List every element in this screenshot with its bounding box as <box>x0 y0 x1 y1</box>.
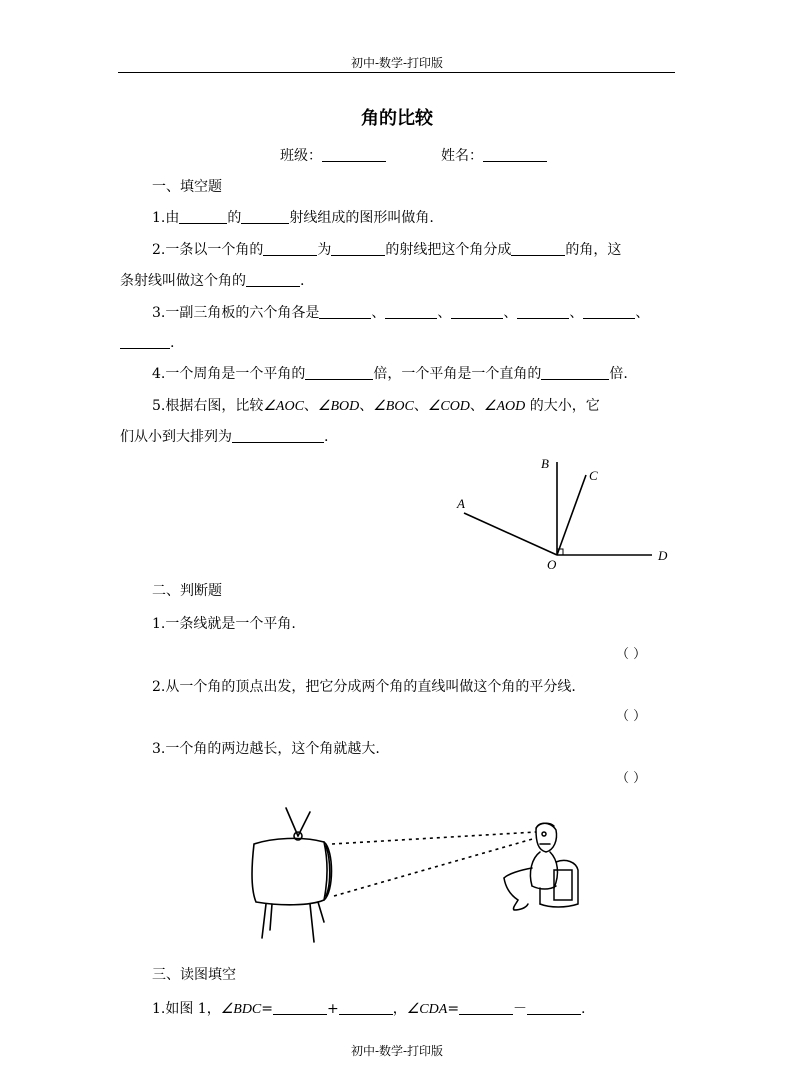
answer-blank[interactable] <box>331 241 385 256</box>
judge-item-2: 2.从一个角的顶点出发，把它分成两个角的直线叫做这个角的平分线. <box>152 679 576 695</box>
page-footer: 初中-数学-打印版 <box>350 1044 444 1058</box>
label-d: D <box>658 548 668 563</box>
question-1-1: 1.由 的 射线组成的图形叫做角. <box>152 210 434 226</box>
answer-blank[interactable] <box>459 1000 513 1015</box>
answer-blank[interactable] <box>583 304 635 319</box>
answer-blank[interactable] <box>246 272 300 287</box>
answer-blank[interactable] <box>232 428 324 443</box>
question-1-5-cont: 们从小到大排列为 . <box>120 429 329 445</box>
question-1-2: 2.一条以一个角的 为 的射线把这个角分成 的角，这 <box>152 242 622 258</box>
answer-blank[interactable] <box>263 241 317 256</box>
label-c: C <box>589 468 598 483</box>
answer-paren[interactable]: （ ） <box>616 709 647 724</box>
section1-heading: 一、填空题 <box>152 179 222 195</box>
label-a: A <box>457 496 465 511</box>
angle-figure <box>450 452 680 572</box>
question-1-5: 5.根据右图，比较∠AOC、∠BOD、∠BOC、∠COD、∠AOD 的大小，它 <box>152 398 600 414</box>
answer-blank[interactable] <box>517 304 569 319</box>
answer-blank[interactable] <box>241 209 289 224</box>
judge-item-3: 3.一个角的两边越长，这个角就越大. <box>152 741 380 757</box>
class-label: 班级： <box>280 148 322 164</box>
answer-blank[interactable] <box>339 1000 393 1015</box>
question-1-3: 3.一副三角板的六个角各是 、 、 、 、 、 <box>152 305 650 321</box>
answer-blank[interactable] <box>305 365 373 380</box>
name-blank[interactable] <box>483 147 547 162</box>
sight-lines <box>332 832 536 896</box>
name-label: 姓名： <box>441 148 483 164</box>
section2-heading: 二、判断题 <box>152 583 222 599</box>
answer-blank[interactable] <box>273 1000 327 1015</box>
answer-blank[interactable] <box>527 1000 581 1015</box>
viewer-drawing <box>504 823 578 910</box>
label-o: O <box>547 557 557 572</box>
television-drawing <box>252 808 332 942</box>
section3-heading: 三、读图填空 <box>152 967 236 983</box>
question-1-3-cont: . <box>120 334 174 351</box>
class-field <box>280 145 386 165</box>
ray-oc <box>557 475 586 555</box>
header-rule <box>118 72 675 73</box>
ray-oa <box>464 513 557 555</box>
label-b: B <box>541 456 549 471</box>
judge-item-1: 1.一条线就是一个平角. <box>152 616 296 632</box>
answer-blank[interactable] <box>451 304 503 319</box>
answer-blank[interactable] <box>120 334 170 349</box>
answer-paren[interactable]: （ ） <box>616 647 647 662</box>
tv-viewer-illustration <box>240 800 600 950</box>
answer-blank[interactable] <box>511 241 565 256</box>
answer-blank[interactable] <box>385 304 437 319</box>
answer-paren[interactable]: （ ） <box>616 771 647 786</box>
page-header: 初中-数学-打印版 <box>350 56 444 70</box>
answer-blank[interactable] <box>541 365 609 380</box>
question-1-4: 4.一个周角是一个平角的 倍，一个平角是一个直角的 倍. <box>152 366 628 382</box>
answer-blank[interactable] <box>179 209 227 224</box>
question-1-2-cont: 条射线叫做这个角的 . <box>120 273 305 289</box>
class-blank[interactable] <box>322 147 386 162</box>
page-title: 角的比较 <box>361 108 433 129</box>
name-field <box>441 145 547 165</box>
question-3-1: 1.如图 1，∠BDC= + ，∠CDA= － . <box>152 1001 586 1017</box>
answer-blank[interactable] <box>319 304 371 319</box>
